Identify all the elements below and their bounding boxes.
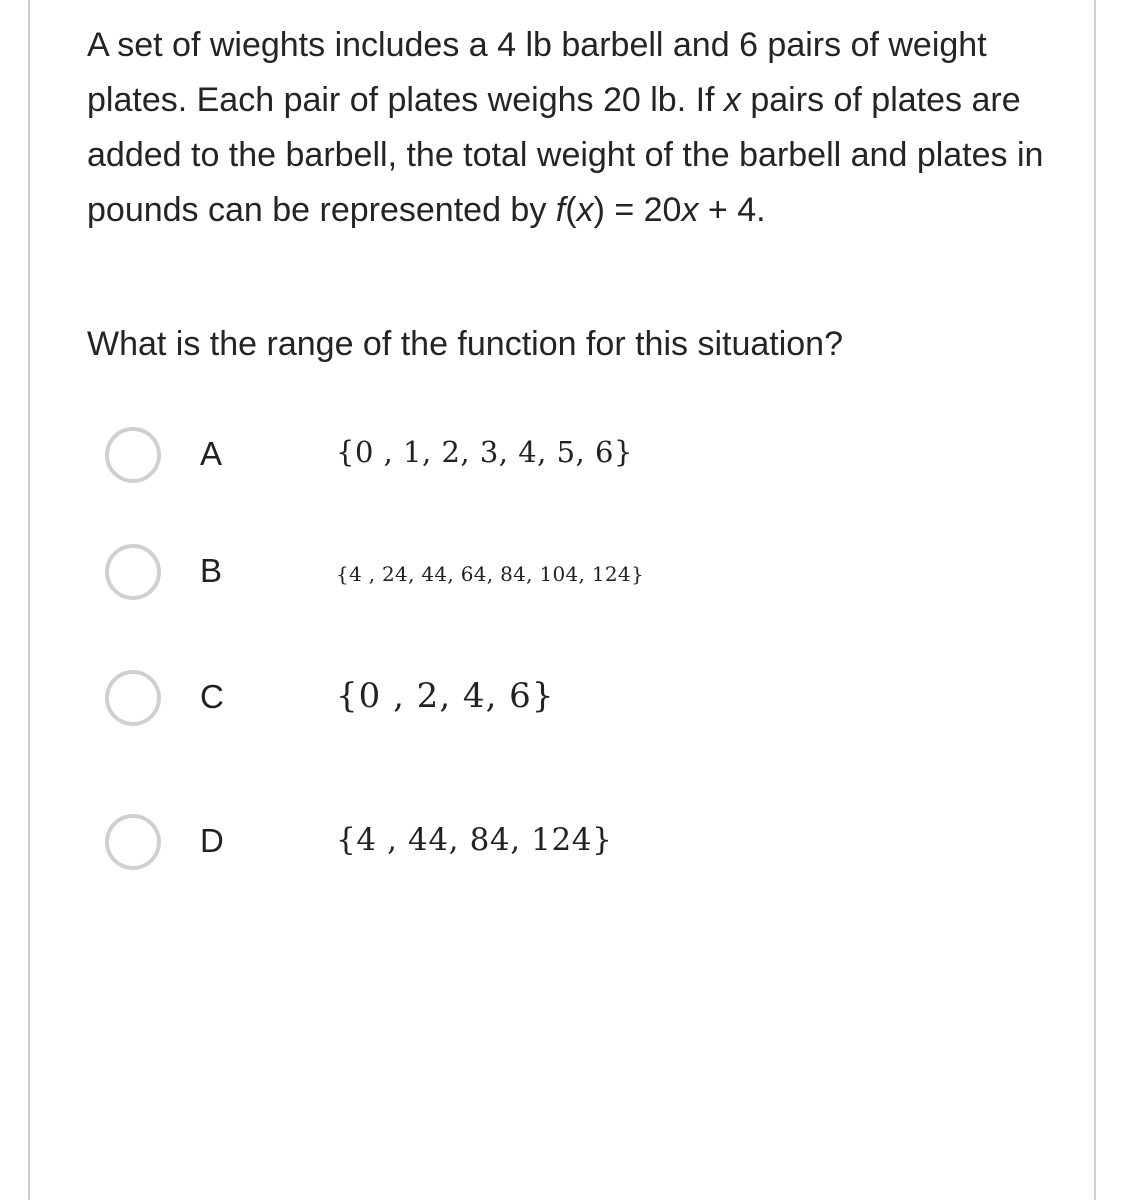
- answer-choice-d[interactable]: [100, 812, 800, 880]
- question-text: [87, 18, 1067, 238]
- answer-choice-a[interactable]: [100, 425, 800, 493]
- variable-x: x: [723, 81, 741, 119]
- variable-x: x: [576, 191, 594, 229]
- answer-choice-b[interactable]: [100, 542, 800, 610]
- function-expression: + 4.: [698, 191, 766, 229]
- choice-answer: {0 , 2, 4, 6}: [336, 676, 555, 716]
- choice-answer: {4 , 44, 84, 124}: [336, 822, 613, 858]
- question-text-part: pairs of plates are added to the barbell, the total weight of the barbell and plates in pounds can be represented by: [87, 81, 1044, 229]
- radio-button-d[interactable]: [105, 814, 161, 870]
- radio-button-c[interactable]: [105, 670, 161, 726]
- choice-answer: {0 , 1, 2, 3, 4, 5, 6}: [336, 435, 633, 469]
- function-name: f: [555, 191, 566, 229]
- choice-letter: D: [200, 822, 224, 859]
- radio-button-a[interactable]: [105, 427, 161, 483]
- function-expression: ) = 20: [593, 191, 682, 229]
- answer-choice-c[interactable]: [100, 668, 800, 736]
- choice-letter: B: [200, 552, 223, 589]
- choice-letter: C: [200, 678, 224, 715]
- question-prompt: What is the range of the function for this situation?: [87, 325, 843, 363]
- variable-x: x: [681, 191, 699, 229]
- question-text-part: A set of wieghts includes a 4 lb barbell and 6 pairs of weight plates. Each pair of plates weighs 20 lb. If: [87, 26, 987, 119]
- radio-button-b[interactable]: [105, 544, 161, 600]
- choice-letter: A: [200, 435, 223, 472]
- function-paren: (: [565, 191, 577, 229]
- choice-answer: {4 , 24, 44, 64, 84, 104, 124}: [336, 562, 644, 586]
